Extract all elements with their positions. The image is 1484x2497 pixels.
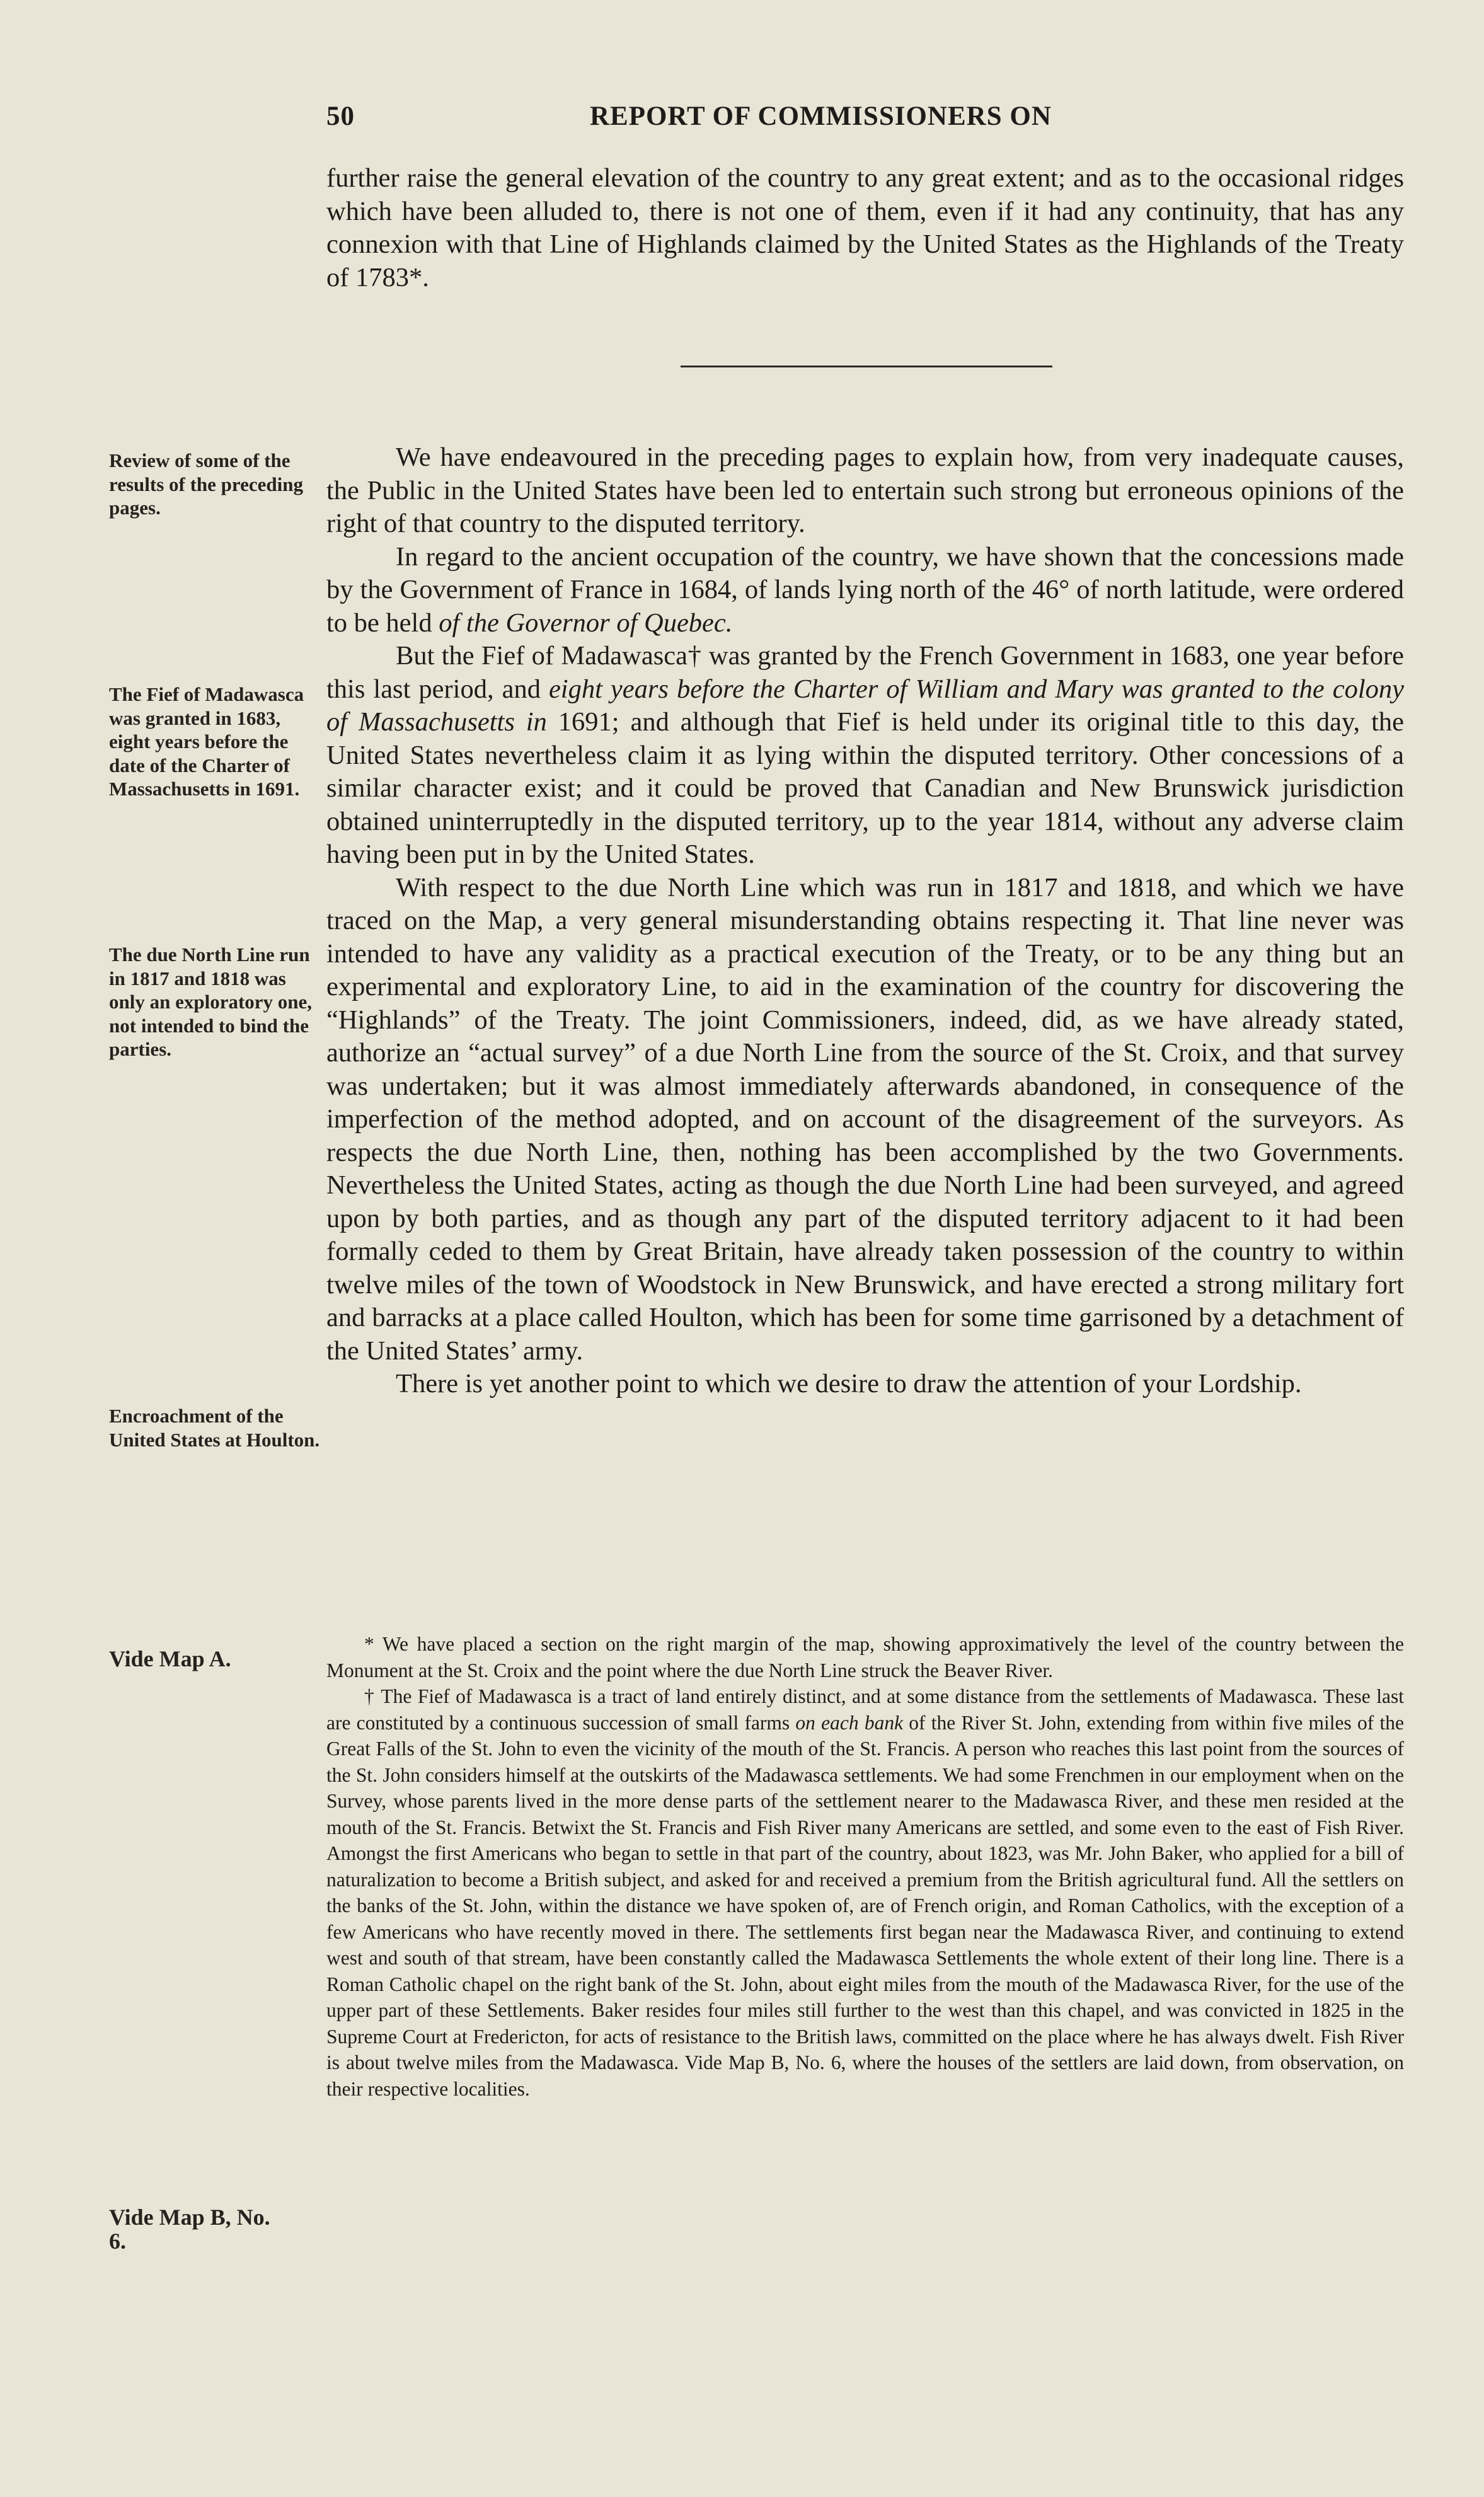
footnote-asterisk: * We have placed a section on the right margin of the map, showing approximatively the level of the country between the Monument at the St. Croix and the point where the due North Line struck the Beaver River.: [326, 1633, 1404, 1681]
section-divider: [681, 366, 1052, 367]
side-note-vide-map-a: Vide Map A.: [109, 1646, 231, 1671]
paragraph-occupation-text: In regard to the ancient occupation of the country, we have shown that the concessions made by the Government of France in 1684, of lands lying north of the 46° of north latitude, were ordered to be held: [326, 541, 1404, 638]
paragraph-occupation: [326, 541, 1404, 640]
footnote-dagger-text-a: † The Fief of Madawasca is a tract of land entirely distinct, and at some distance from the settlements of Madawasca. These last are constituted by a continuous succession of small farms: [326, 1685, 1404, 1734]
paragraph-due-north: With respect to the due North Line which was run in 1817 and 1818, and which we have traced on the Map, a very general misunderstanding obtains respecting it. That line never was intended to have any validity as a practical execution of the Treaty, or to be any thing but an experimental and exploratory Line, to aid in the examination of the country for discovering the “Highlands” of the Treaty. The joint Commissioners, indeed, did, as we have already stated, authorize an “actual survey” of a due North Line from the source of the St. Croix, and that survey was undertaken; but it was almost immediately afterwards abandoned, in consequence of the imperfection of the method adopted, and on account of the disagreement of the surveyors. As respects the due North Line, then, nothing has been accomplished by the two Governments. Nevertheless the United States, acting as though the due North Line had been surveyed, and agreed upon by both parties, and as though any part of the disputed territory adjacent to it had been formally ceded to them by Great Britain, have already taken possession of the country to within twelve miles of the town of Woodstock in New Brunswick, and have erected a strong military fort and barracks at a place called Houlton, which has been for some time garrisoned by a detachment of the United States’ army.: [326, 872, 1404, 1366]
running-title: REPORT OF COMMISSIONERS ON: [590, 101, 1052, 131]
side-note-fief: The Fief of Madawasca was granted in 1683, eight years before the date of the Charter of Massachusetts in 1691.: [109, 683, 304, 800]
page-number: 50: [326, 101, 355, 131]
side-note-review: Review of some of the results of the preceding pages.: [109, 449, 303, 519]
side-note-encroachment: Encroachment of the United States at Houlton.: [109, 1405, 320, 1451]
intro-text: further raise the general elevation of the country to any great extent; and as to the occasional ridges which have been alluded to, there is not one of them, even if it had any continuity, that has any connexion with that Line of Highlands claimed by the United States as the Highlands of the Treaty of 1783*.: [326, 163, 1404, 292]
footnote-dagger-emphasis: on each bank: [795, 1711, 904, 1734]
paragraph-review: We have endeavoured in the preceding pages to explain how, from very inadequate causes, the Public in the United States have been led to entertain such strong but erroneous opinions of the right of that country to the disputed territory.: [326, 442, 1404, 538]
paragraph-occupation-emphasis: of the Governor of Quebec.: [439, 608, 733, 638]
paragraph-fief-text-a: But the Fief of Madawasca† was granted by the French Government in 1683, one year before this last period, and: [326, 641, 1404, 704]
paragraph-fief-emphasis: eight years before the Charter of William and Mary was granted to the colony of Massachusetts in: [326, 674, 1404, 737]
footnote-dagger-text-b: of the River St. John, extending from within five miles of the Great Falls of the St. John to even the vicinity of the mouth of the St. Francis. A person who reaches this last point from the sources of the St. John considers himself at the outskirts of the Madawasca settlements. We had some Frenchmen in our employment when on the Survey, whose parents lived in the more dense parts of the settlement nearer to the Madawasca River, and these men resided at the mouth of the St. Francis. Betwixt the St. Francis and Fish River many Americans are settled, and some even to the east of Fish River. Amongst the first Americans who began to settle in that part of the country, about 1823, was Mr. John Baker, who applied for a bill of naturalization to become a British subject, and asked for and received a premium from the British agricultural fund. All the settlers on the banks of the St. John, within the distance we have spoken of, are of French origin, and Roman Catholics, with the exception of a few Americans who have recently moved in there. The settlements first began near the Madawasca River, and continuing to extend west and south of that stream, have been constantly called the Madawasca Settlements the whole extent of their long line. There is a Roman Catholic chapel on the right bank of the St. John, about eight miles from the mouth of the Madawasca River, for the use of the upper part of these Settlements. Baker resides four miles still further to the west than this chapel, and was convicted in 1825 in the Supreme Court at Fredericton, for acts of resistance to the British laws, committed on the place where he has always dwelt. Fish River is about twelve miles from the Madawasca. Vide Map B, No. 6, where the houses of the settlers are laid down, from observation, on their respective localities.: [326, 1711, 1404, 2100]
footnote-dagger: [326, 1683, 1404, 2102]
footnotes: [326, 1631, 1404, 2102]
side-note-due-north: The due North Line run in 1817 and 1818 was only an exploratory one, not intended to bind the parties.: [109, 943, 313, 1060]
intro-paragraph: [326, 162, 1404, 294]
paragraph-fief: [326, 640, 1404, 872]
side-note-vide-map-b: Vide Map B, No. 6.: [109, 2205, 270, 2254]
main-body: [326, 441, 1404, 1401]
paragraph-fief-text-b: 1691; and although that Fief is held under its original title to this day, the United States nevertheless claim it as lying within the disputed territory. Other concessions of a similar character exist; and it could be proved that Canadian and New Brunswick jurisdiction obtained uninterruptedly in the disputed territory, up to the year 1814, without any adverse claim having been put in by the United States.: [326, 707, 1404, 869]
paragraph-lordship: There is yet another point to which we desire to draw the attention of your Lordship.: [396, 1369, 1302, 1398]
page-header: [326, 101, 1404, 139]
